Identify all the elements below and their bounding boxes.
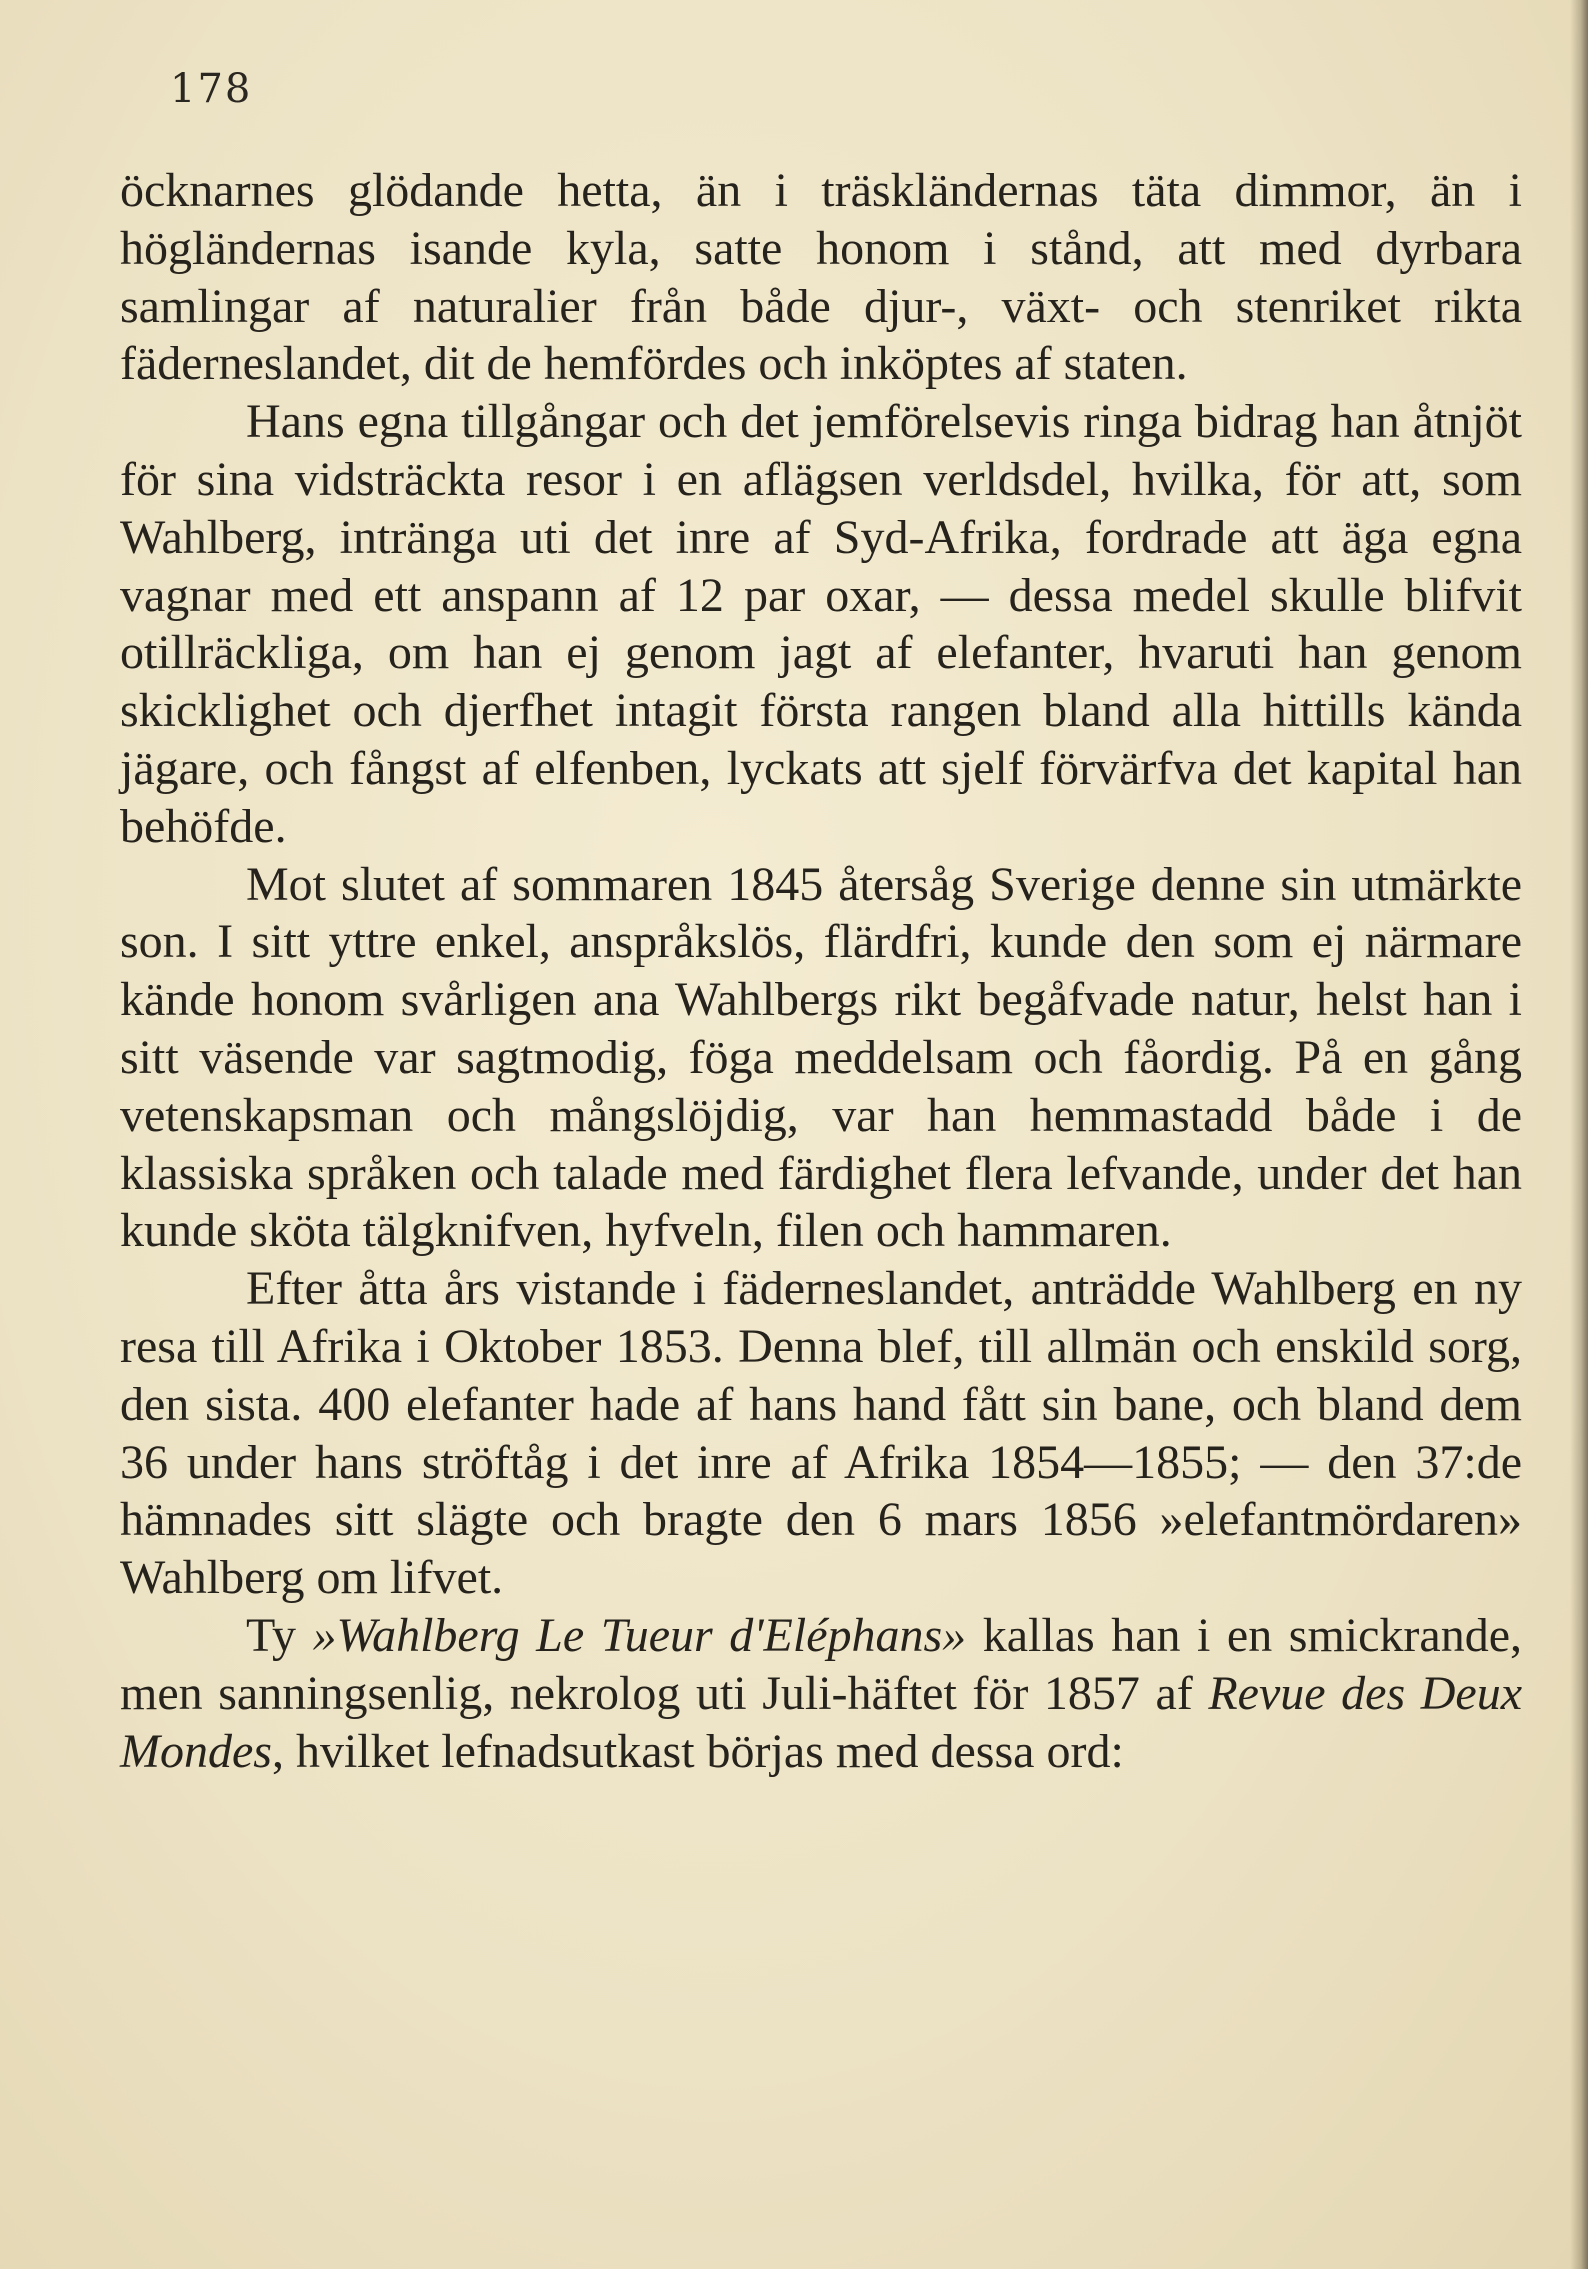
page-number: 178 (170, 66, 253, 112)
body-text (120, 162, 1522, 1780)
paragraph-5-lead: Ty (246, 1608, 313, 1662)
paragraph-4: Efter åtta års vistande i fäderneslandet, anträdde Wahlberg en ny resa till Afrika i Oktober 1853. Denna blef, till allmän och enskild sorg, den sista. 400 elefanter hade af hans hand fått sin bane, och bland dem 36 under hans ströftåg i det inre af Afrika 1854—1855; — den 37:de hämnades sitt slägte och bragte den 6 mars 1856 »elefantmördaren» Wahlberg om lifvet. (120, 1262, 1522, 1605)
journal-title: Revue des Deux Mondes (120, 1666, 1522, 1778)
paragraph-5-tail: , hvilket lefnadsutkast börjas med dessa ord: (271, 1724, 1124, 1778)
paragraph-1: öcknarnes glödande hetta, än i träskländernas täta dimmor, än i högländernas isande kyla, satte honom i stånd, att med dyrbara samlingar af naturalier från både djur-, växt- och stenriket rikta fäderneslandet, dit de hemfördes och inköptes af staten. (120, 164, 1522, 391)
paragraph-5 (120, 1607, 1522, 1780)
quoted-title: »Wahlberg Le Tueur d'Eléphans» (312, 1608, 967, 1662)
paragraph-5-mid: kallas han i en smickrande, men sanningsenlig, nekrolog uti Juli-häftet för 1857 af (120, 1608, 1523, 1720)
page-edge-shadow (1570, 0, 1588, 2269)
paragraph-3: Mot slutet af sommaren 1845 återsåg Sverige denne sin utmärkte son. I sitt yttre enkel, anspråkslös, flärdfri, kunde den som ej närmare kände honom svårligen ana Wahlbergs rikt begåfvade natur, helst han i sitt väsende var sagtmodig, föga meddelsam och fåordig. På en gång vetenskapsman och mångslöjdig, var han hemmastadd både i de klassiska språken och talade med färdighet flera lefvande, under det han kunde sköta tälgknifven, hyfveln, filen och hammaren. (120, 857, 1522, 1258)
paragraph-2: Hans egna tillgångar och det jemförelsevis ringa bidrag han åtnjöt för sina vidsträckta resor i en aflägsen verldsdel, hvilka, för att, som Wahlberg, intränga uti det inre af Syd-Afrika, fordrade att äga egna vagnar med ett anspann af 12 par oxar, — dessa medel skulle blifvit otillräckliga, om han ej genom jagt af elefanter, hvaruti han genom skicklighet och djerfhet intagit första rangen bland alla hittills kända jägare, och fångst af elfenben, lyckats att sjelf förvärfva det kapital han behöfde. (120, 395, 1522, 853)
